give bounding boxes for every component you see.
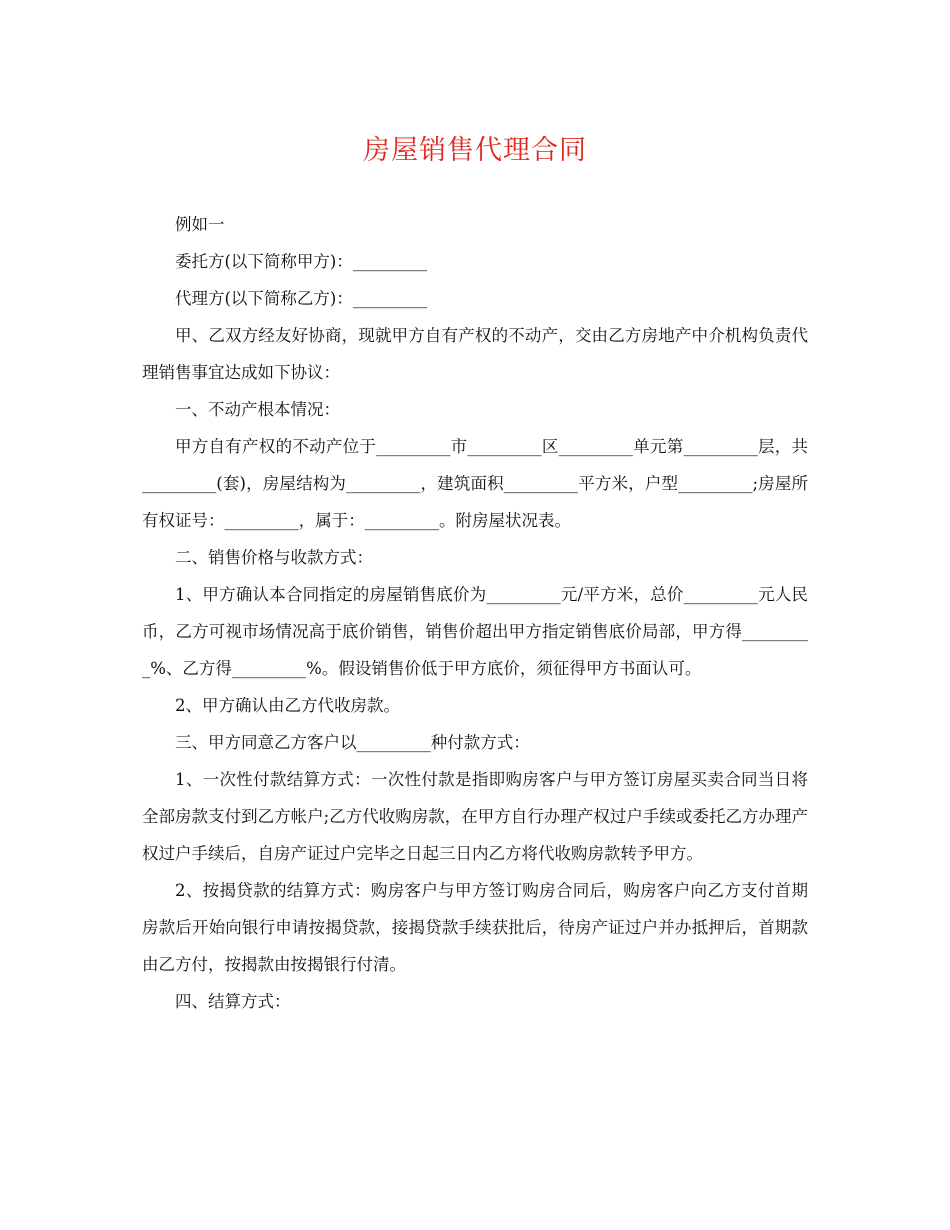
document-body [142, 206, 808, 1020]
paragraph-mortgage: 2、按揭贷款的结算方式：购房客户与甲方签订购房合同后，购房客户向乙方支付首期房款后开始向银行申请按揭贷款，接揭贷款手续获批后，待房产证过户并办抵押后，首期款由乙方付，按揭款由按揭银行付清。 [142, 881, 808, 974]
section-heading-price: 二、销售价格与收款方式： [175, 548, 373, 567]
paragraph-party-b: 代理方(以下简称乙方)：_________ [175, 289, 428, 308]
section-heading-settlement: 四、结算方式： [175, 992, 291, 1011]
paragraph-lump-sum: 1、一次性付款结算方式：一次性付款是指即购房客户与甲方签订房屋买卖合同当日将全部房款支付到乙方帐户;乙方代收购房款，在甲方自行办理产权过户手续或委托乙方办理产权过户手续后，自房产证过户完毕之日起三日内乙方将代收购房款转予甲方。 [142, 770, 808, 863]
section-heading-property: 一、不动产根本情况： [175, 400, 340, 419]
paragraph-example-label: 例如一 [175, 215, 225, 234]
section-heading-payment: 三、甲方同意乙方客户以_________种付款方式： [175, 733, 530, 752]
paragraph-preamble: 甲、乙双方经友好协商，现就甲方自有产权的不动产，交由乙方房地产中介机构负责代理销售事宜达成如下协议： [142, 326, 808, 382]
paragraph-collection: 2、甲方确认由乙方代收房款。 [175, 696, 400, 715]
paragraph-property-details: 甲方自有产权的不动产位于_________市_________区_________单元第_________层，共_________(套)，房屋结构为_________，建筑面积_________平方米，户型_________;房屋所有权证号：_________，属于：_________。附房屋状况表。 [142, 437, 808, 530]
paragraph-price-terms: 1、甲方确认本合同指定的房屋销售底价为_________元/平方米，总价_________元人民币，乙方可视市场情况高于底价销售，销售价超出甲方指定销售底价局部，甲方得_________%、乙方得_________%。假设销售价低于甲方底价，须征得甲方书面认可。 [142, 585, 808, 678]
paragraph-party-a: 委托方(以下简称甲方)：_________ [175, 252, 428, 271]
document-title: 房屋销售代理合同 [363, 135, 587, 166]
